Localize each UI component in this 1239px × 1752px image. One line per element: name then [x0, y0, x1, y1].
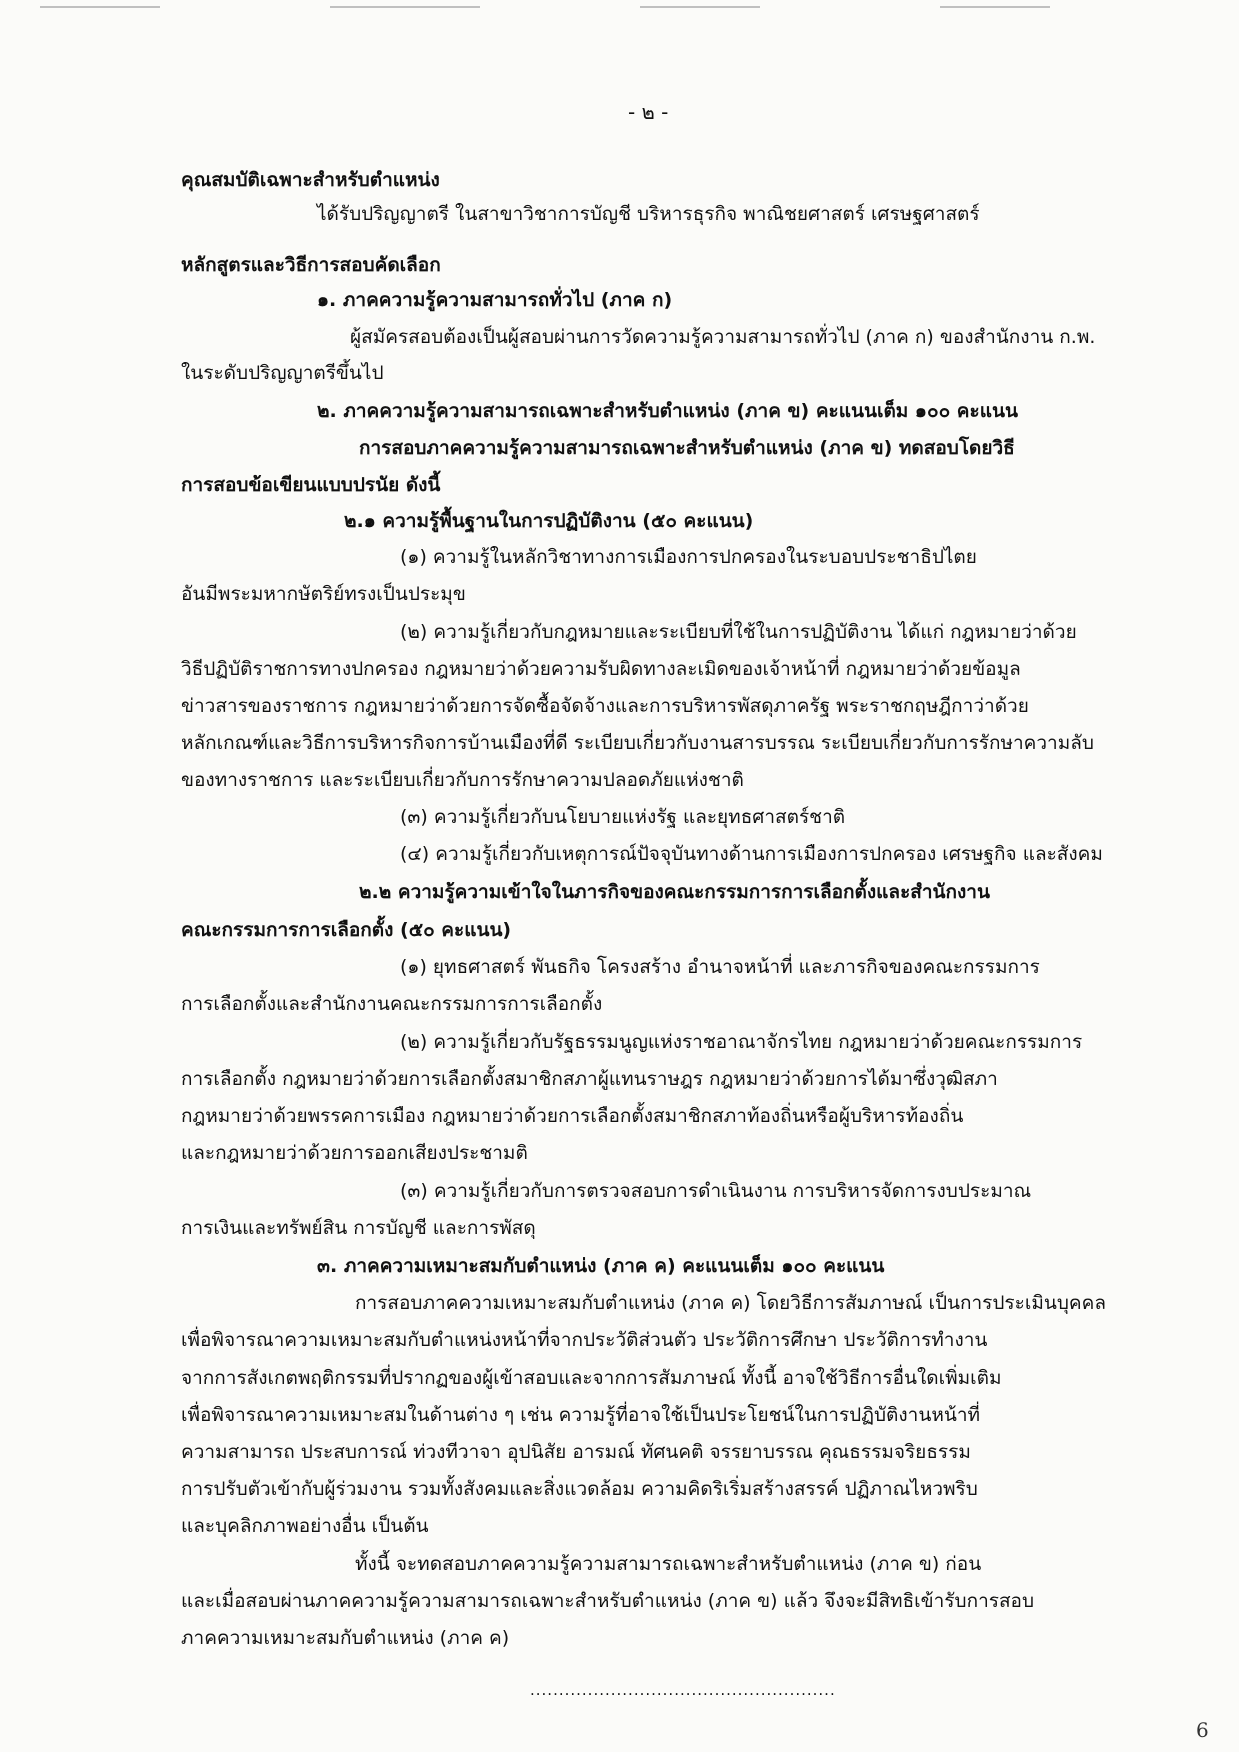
scan-artifact [940, 6, 1050, 8]
part3-text-line: และบุคลิกภาพอย่างอื่น เป็นต้น [181, 1515, 429, 1537]
part2-heading: ๒. ภาคความรู้ความสามารถเฉพาะสำหรับตำแหน่ง (ภาค ข) คะแนนเต็ม ๑๐๐ คะแนน [317, 400, 1018, 422]
part1-text-line: ผู้สมัครสอบต้องเป็นผู้สอบผ่านการวัดความรู้ความสามารถทั่วไป (ภาค ก) ของสำนักงาน ก.พ. [350, 326, 1096, 348]
closing-text-line: ภาคความเหมาะสมกับตำแหน่ง (ภาค ค) [181, 1627, 510, 1649]
part2-intro-line: การสอบข้อเขียนแบบปรนัย ดังนี้ [181, 474, 441, 496]
end-divider-dots: ..................................................... [530, 1681, 836, 1699]
part2-2-heading-line: ๒.๒ ความรู้ความเข้าใจในภารกิจของคณะกรรมการการเลือกตั้งและสำนักงาน [359, 881, 990, 903]
scan-artifact [330, 6, 480, 8]
part3-text-line: จากการสังเกตพฤติกรรมที่ปรากฏของผู้เข้าสอบและจากการสัมภาษณ์ ทั้งนี้ อาจใช้วิธีการอื่นใดเพิ่มเติม [181, 1367, 1002, 1389]
part2-2-item-line: การเลือกตั้งและสำนักงานคณะกรรมการการเลือกตั้ง [181, 993, 603, 1015]
closing-text-line: และเมื่อสอบผ่านภาคความรู้ความสามารถเฉพาะสำหรับตำแหน่ง (ภาค ข) แล้ว จึงจะมีสิทธิเข้ารับการสอบ [181, 1590, 1035, 1612]
part2-2-item-line: (๒) ความรู้เกี่ยวกับรัฐธรรมนูญแห่งราชอาณาจักรไทย กฎหมายว่าด้วยคณะกรรมการ [400, 1031, 1083, 1053]
part3-text-line: ความสามารถ ประสบการณ์ ท่วงทีวาจา อุปนิสัย อารมณ์ ทัศนคติ จรรยาบรรณ คุณธรรมจริยธรรม [181, 1441, 971, 1463]
qualification-text: ได้รับปริญญาตรี ในสาขาวิชาการบัญชี บริหารธุรกิจ พาณิชยศาสตร์ เศรษฐศาสตร์ [317, 203, 980, 225]
part2-1-item-line: (๓) ความรู้เกี่ยวกับนโยบายแห่งรัฐ และยุทธศาสตร์ชาติ [400, 806, 846, 828]
part2-2-item-line: (๑) ยุทธศาสตร์ พันธกิจ โครงสร้าง อำนาจหน้าที่ และภารกิจของคณะกรรมการ [400, 956, 1040, 978]
part2-1-item-line: วิธีปฏิบัติราชการทางปกครอง กฎหมายว่าด้วยความรับผิดทางละเมิดของเจ้าหน้าที่ กฎหมายว่าด้วยข้อมูล [181, 658, 1021, 680]
part2-2-item-line: และกฎหมายว่าด้วยการออกเสียงประชามติ [181, 1142, 528, 1164]
part1-heading: ๑. ภาคความรู้ความสามารถทั่วไป (ภาค ก) [317, 289, 673, 311]
part2-1-item-line: อันมีพระมหากษัตริย์ทรงเป็นประมุข [181, 583, 466, 605]
part1-text-line: ในระดับปริญญาตรีขึ้นไป [181, 362, 384, 384]
part2-2-heading-line: คณะกรรมการการเลือกตั้ง (๕๐ คะแนน) [181, 919, 512, 941]
part2-1-item-line: (๔) ความรู้เกี่ยวกับเหตุการณ์ปัจจุบันทางด้านการเมืองการปกครอง เศรษฐกิจ และสังคม [400, 843, 1103, 865]
scan-artifact [640, 6, 760, 8]
part2-1-item-line: ของทางราชการ และระเบียบเกี่ยวกับการรักษาความปลอดภัยแห่งชาติ [181, 769, 744, 791]
handwritten-mark: 6 [1196, 1718, 1209, 1742]
part3-text-line: เพื่อพิจารณาความเหมาะสมกับตำแหน่งหน้าที่จากประวัติส่วนตัว ประวัติการศึกษา ประวัติการทำงาน [181, 1329, 988, 1351]
part2-2-item-line: (๓) ความรู้เกี่ยวกับการตรวจสอบการดำเนินงาน การบริหารจัดการงบประมาณ [400, 1180, 1032, 1202]
part2-1-heading: ๒.๑ ความรู้พื้นฐานในการปฏิบัติงาน (๕๐ คะแนน) [344, 510, 754, 532]
part2-intro-line: การสอบภาคความรู้ความสามารถเฉพาะสำหรับตำแหน่ง (ภาค ข) ทดสอบโดยวิธี [359, 437, 1015, 459]
part2-1-item-line: (๑) ความรู้ในหลักวิชาทางการเมืองการปกครองในระบอบประชาธิปไตย [400, 546, 977, 568]
part3-text-line: การสอบภาคความเหมาะสมกับตำแหน่ง (ภาค ค) โดยวิธีการสัมภาษณ์ เป็นการประเมินบุคคล [355, 1292, 1106, 1314]
part3-text-line: การปรับตัวเข้ากับผู้ร่วมงาน รวมทั้งสังคมและสิ่งแวดล้อม ความคิดริเริ่มสร้างสรรค์ ปฏิภาณไหวพริบ [181, 1478, 978, 1500]
qualification-heading: คุณสมบัติเฉพาะสำหรับตำแหน่ง [181, 169, 440, 191]
scan-artifact [40, 6, 160, 8]
part2-2-item-line: การเลือกตั้ง กฎหมายว่าด้วยการเลือกตั้งสมาชิกสภาผู้แทนราษฎร กฎหมายว่าด้วยการได้มาซึ่งวุฒิสภา [181, 1068, 998, 1090]
part2-1-item-line: หลักเกณฑ์และวิธีการบริหารกิจการบ้านเมืองที่ดี ระเบียบเกี่ยวกับงานสารบรรณ ระเบียบเกี่ยวกับการรักษาความลับ [181, 732, 1094, 754]
part2-1-item-line: ข่าวสารของราชการ กฎหมายว่าด้วยการจัดซื้อจัดจ้างและการบริหารพัสดุภาครัฐ พระราชกฤษฎีกาว่าด้วย [181, 695, 1029, 717]
part3-heading: ๓. ภาคความเหมาะสมกับตำแหน่ง (ภาค ค) คะแนนเต็ม ๑๐๐ คะแนน [317, 1255, 885, 1277]
closing-text-line: ทั้งนี้ จะทดสอบภาคความรู้ความสามารถเฉพาะสำหรับตำแหน่ง (ภาค ข) ก่อน [355, 1553, 982, 1575]
part2-1-item-line: (๒) ความรู้เกี่ยวกับกฎหมายและระเบียบที่ใช้ในการปฏิบัติงาน ได้แก่ กฎหมายว่าด้วย [400, 621, 1077, 643]
part2-2-item-line: กฎหมายว่าด้วยพรรคการเมือง กฎหมายว่าด้วยการเลือกตั้งสมาชิกสภาท้องถิ่นหรือผู้บริหารท้องถิ่น [181, 1105, 964, 1127]
part2-2-item-line: การเงินและทรัพย์สิน การบัญชี และการพัสดุ [181, 1217, 536, 1239]
curriculum-heading: หลักสูตรและวิธีการสอบคัดเลือก [181, 254, 441, 276]
page-number: - ๒ - [628, 100, 669, 124]
part3-text-line: เพื่อพิจารณาความเหมาะสมในด้านต่าง ๆ เช่น ความรู้ที่อาจใช้เป็นประโยชน์ในการปฏิบัติงานหน้าที่ [181, 1404, 981, 1426]
